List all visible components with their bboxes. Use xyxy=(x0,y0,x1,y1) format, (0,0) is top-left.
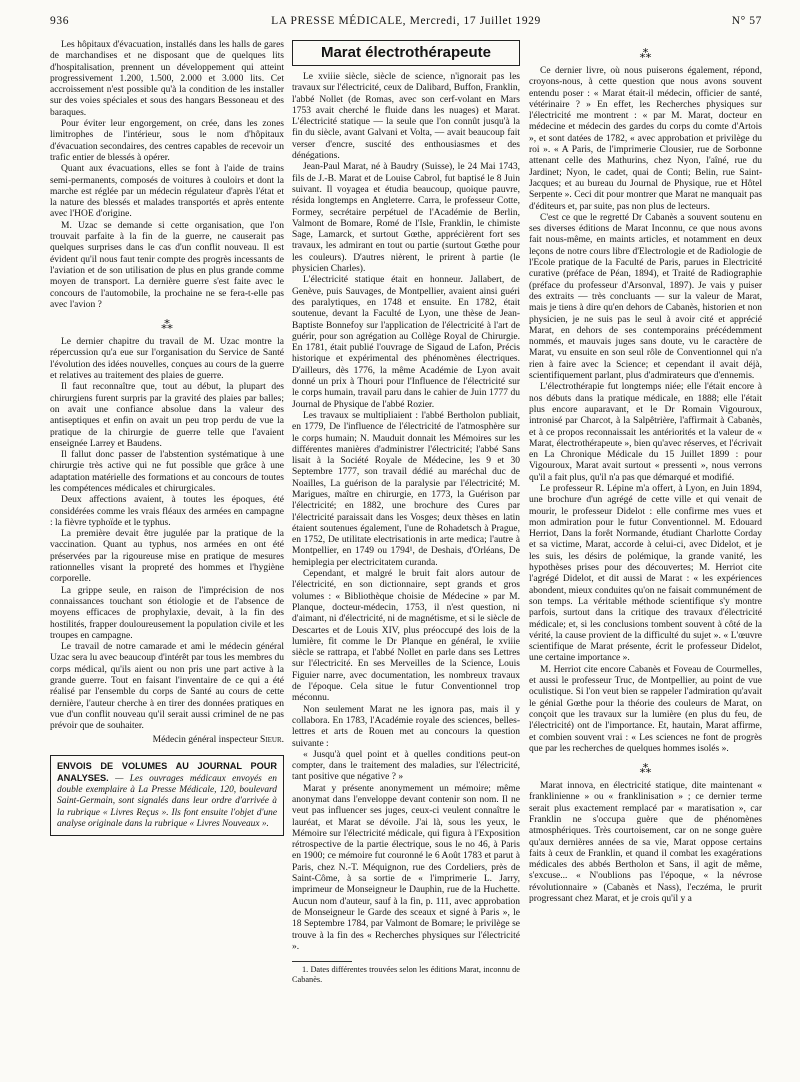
paragraph: C'est ce que le regretté Dr Cabanès a souvent soutenu en ses diverses éditions de Marat Inconnu, ce que nous avons fait nous-même, en maints articles, et notamment en deux leçons de notre cours libre d'Electrologie et de Radiologie de l'Ecole pratique de la Faculté de Paris, parues in Electricité curative (préface de Péan, 1894), et Traité de Radiographie (préface du professeur d'Arsonval, 1897). Je vais y puiser des extraits — très concluants — sur la valeur de Marat, mais je tiens à dire qu'en dehors de Cabanès, historien et non physicien, je ne suis pas le seul à avoir cité et apprécié Marat, en dehors de ses contemporains précédemment nommés, et mauvais juges sans doute, vu le caractère de Marat, vu ensuite en son seul rôle de Conventionnel qui n'a rien à faire avec la Science; et cependant il avait déjà, scientifiquement parlant, plus d'admirateurs que d'ennemis. xyxy=(529,212,762,382)
page-number: 936 xyxy=(50,15,70,27)
author-signature xyxy=(50,735,284,746)
paragraph: Les hôpitaux d'évacuation, installés dans les halls de gares de marchandises et ne disposant que de quelques lits d'hospitalisation, prennent un développement qui atteint progressivement 1.200, 1.500, 2.000 et 3.000 lits. Cet accroissement n'est possible qu'à la condition de les installer sur des voies spéciales et sous des hangars Bessoneau et des baraques. xyxy=(50,40,284,118)
paragraph: Marat innova, en électricité statique, dite maintenant « franklinienne » ou « franklinisation » ; ce dernier terme serait plus exactement remplacé par « maratisation », car Franklin ne s'occupa guère que de phénomènes atmosphériques. Très courtoisement, car on ne songe guère qu'aux dernières années de sa vie, Marat oppose certains faits à ceux de Franklin, et quand il combat les exagérations médicales des abbés Bertholon et Sans, il agit de même, s'excuse... « N'oublions pas l'époque, « la névrose révolutionnaire » (Cabanès et Nass), l'eczéma, le prurit progressant chez Marat, et je crois qu'il y a xyxy=(529,781,762,905)
page-header xyxy=(50,15,762,31)
footnote: 1. Dates différentes trouvées selon les éditions Marat, inconnu de Cabanès. xyxy=(292,965,520,985)
paragraph: Cependant, et malgré le bruit fait alors autour de l'électricité, en son dictionnaire, sept grands et gros volumes : « Bibliothèque choisie de Médecine » par M. Planque, docteur-médecin, 1753, il n'est question, ni d'aimant, ni d'électricité, ni de magnétisme, et si le siècle de Descartes et de Louis XIV, plus préoccupé des lois de la lumière, fit comme le Dr Planque en général, le xviiie siècle se rattrapa, et l'abbé Nollet en parle dans ses Lettres sur l'électricité. En ses Merveilles de la Science, Louis Figuier narre, avec documentation, les nombreux travaux de l'époque. Cela situe le futur Conventionnel trop méconnu. xyxy=(292,569,520,704)
footnote-rule xyxy=(292,961,352,962)
paragraph: Il fallut donc passer de l'abstention systématique à une chirurgie très active qui ne fut possible que grâce à une adaptation matérielle des formations et au concours de toutes les compétences médicales et chirurgicales. xyxy=(50,450,284,494)
paragraph: Ce dernier livre, où nous puiserons également, répond, croyons-nous, à cette question que nous avons souvent entendu poser : « Marat était-il médecin, officier de santé, vétérinaire ? » En effet, les Recherches physiques sur l'électricité me montrent : « par M. Marat, docteur en médecine et médecin des gardes du corps du comte d'Artois », et sont datées de 1782, « avec approbation et privilège du roi ». « A Paris, de l'imprimerie Clousier, rue de Sorbonne attenant celle des Mathurins, chez Nyon, l'aîné, rue du Jardinet; Nyon, le cadet, quai de Conti; Belin, rue Saint-Jacques; et au bureau du Journal de Physique, rue et Hôtel Serpente ». Ceci dit pour montrer que Marat ne manquait pas d'éditeurs et, par suite, pas non plus de lecteurs. xyxy=(529,66,762,212)
notice-heading: ENVOIS DE VOLUMES AU JOURNAL POUR ANALYSES. xyxy=(57,760,277,784)
article-title: Marat électrothérapeute xyxy=(292,40,520,66)
column-middle xyxy=(292,40,520,1074)
section-separator: ⁂ xyxy=(639,762,652,777)
paragraph: Le travail de notre camarade et ami le médecin général Uzac sera lu avec beaucoup d'intérêt par tous les membres du corps médical, qu'ils aient ou non pris une part active à la grande guerre. Tout en faisant l'inventaire de ce qui a été réalisé par l'ensemble du corps de Santé au cours de cette dernière, l'auteur cherche à en tirer des données pratiques en vue d'un conflit nouveau qu'il serait aussi criminel de ne pas prévoir que de souhaiter. xyxy=(50,642,284,732)
section-separator: ⁂ xyxy=(161,318,173,333)
issue-number: N° 57 xyxy=(731,15,762,27)
paragraph: Quant aux évacuations, elles se font à l'aide de trains semi-permanents, composés de voitures à couloirs et dont la marche est réglée par un médecin régulateur d'après l'état et la nature des blessés et malades transportés et après entente avec l'HOE d'origine. xyxy=(50,164,284,220)
paragraph: Le xviiie siècle, siècle de science, n'ignorait pas les travaux sur l'électricité, ceux de Dalibard, Buffon, Franklin, l'abbé Nollet (de Romas, avec son cerf-volant en Mars 1753 avait cherché le fluide dans les nuages) et Marat. L'électricité statique — la seule que l'on connût jusqu'à la fin du siècle, avant Galvani et Volta, — avait beaucoup fait verser d'encre, suscité des enthousiasmes et des dénégations. xyxy=(292,72,520,162)
paragraph: Il faut reconnaître que, tout au début, la plupart des chirurgiens furent surpris par la gravité des plaies par balles; on avait une confiance absolue dans la valeur des antiseptiques et enfin on avait un peu trop perdu de vue la pratique de la chirurgie de guerre telle que l'avaient enseignée Larrey et Baudens. xyxy=(50,382,284,449)
paragraph: Non seulement Marat ne les ignora pas, mais il y collabora. En 1783, l'Académie royale des sciences, belles-lettres et arts de Rouen met au concours la question suivante : xyxy=(292,704,520,749)
paragraph: Le professeur R. Lépine m'a offert, à Lyon, en Juin 1894, une brochure d'un agrégé de cette ville et qui venait de mourir, le professeur Didelot : elle confirme mes vues et mon admiration pour le futur Conventionnel. M. Edouard Herriot, Dans la forêt Normande, étudiant Charlotte Corday et sa victime, Marat, accorde à celui-ci, avec Didelot, et je les suis, les désirs de polémique, la grande vanité, les hypothèses prises pour des découvertes; M. Herriot cite l'agrégé Didelot, et dit aussi de Marat : « les expériences abondent, mieux conduites qu'on ne faisait communément de son temps. La véritable méthode scientifique s'y montre parfois, surtout dans la critique des travaux d'électricité médicale; et, si les conclusions tombent souvent à côté de la vérité, la cause provient de la difficulté du sujet ». « L'œuvre scientifique de Marat présente, écrit le professeur Didelot, une certaine importance ». xyxy=(529,483,762,664)
paragraph: L'électricité statique était en honneur. Jallabert, de Genève, puis Sauvages, de Montpellier, avaient ainsi guéri des paralytiques, en 1748 et ensuite. En 1782, était soutenue, devant la Faculté de Lyon, une thèse de Jean-Baptiste Bonnefoy sur l'application de l'électricité à l'art de guérir, pour son agrégation au Collège Royal de Chirurgie. En 1781, était publié l'ouvrage de Sigaud de Lafon, Précis historique et expérimental des phénomènes électriques. D'ailleurs, dès 1776, la même Académie de Lyon avait donné un prix à Thouri pour l'Influence de l'électricité sur le corps humain, travail paru dans le cahier de Juin 1777 du Journal de Physique de l'abbé Rozier. xyxy=(292,275,520,410)
notice-box xyxy=(50,755,284,836)
column-right xyxy=(529,40,762,1074)
paragraph: « Jusqu'à quel point et à quelles conditions peut-on compter, dans le traitement des maladies, sur l'électricité, tant positive que négative ? » xyxy=(292,749,520,783)
signature-rank: Médecin général inspecteur xyxy=(152,734,258,745)
paragraph: La grippe seule, en raison de l'imprécision de nos connaissances touchant son étiologie et de l'absence de moyens efficaces de prophylaxie, devait, à la fin des hostilités, frapper douloureusement la population civile et les troupes en campagne. xyxy=(50,585,284,641)
paragraph: L'électrothérapie fut longtemps niée; elle l'était encore à nos débuts dans la pratique médicale, en 1888; elle l'était plus encore auparavant, et le Dr Romain Vigouroux, intronisé par Charcot, à la Salpêtrière, l'affirmait à Cabanès, et à ce propos reconnaissait les antériorités et la valeur de « Marat, électrothérapeute », bien qu'avec réserves, et l'écrivait en La Chronique Médicale du 15 Juillet 1899 : pour Vigouroux, Marat avait surtout « pressenti », nous verrons qu'il a fait plus, qu'il n'a pas que démarqué et modifié. xyxy=(529,382,762,483)
paragraph: Marat y présente anonymement un mémoire; même anonymat dans l'enveloppe devant contenir son nom. Il ne veut pas influencer ses juges, ceux-ci veulent connaître le lauréat, et Marat se dévoile. J'ai là, sous les yeux, le Mémoire sur l'électricité médicale, qui figura à l'Exposition rétrospective de la partie électrique, sous le no 46, à Paris en 1900; ce mémoire fut couronné le 6 Août 1783 et parut à Paris, chez N.-T. Méquignon, rue des Cordeliers, près de Saint-Côme, à sa sortie de « l'imprimerie L. Jarry, imprimeur de Monseigneur le Dauphin, rue de la Huchette. Aucun nom d'auteur, sauf à la fin, p. 111, avec approbation de Monseigneur le Garde des sceaux et signé à Paris », le 18 Septembre 1784, par Valmont de Bomare; le privilège se trouve à la fin des « Recherches physiques sur l'électricité ». xyxy=(292,783,520,952)
paragraph: M. Uzac se demande si cette organisation, que l'on trouvait parfaite à la fin de la guerre, ne causerait pas quelques surprises dans le cas d'un conflit nouveau. Il est évident qu'il nous faut tenir compte des progrès incessants de l'aviation et de son utilisation de plus en plus grande comme moyen de transport. La dernière guerre s'est faite avec le concours de l'automobile, la prochaine ne se fera-t-elle pas avec l'avion ? xyxy=(50,220,284,310)
notice-text: — Les ouvrages médicaux envoyés en double exemplaire à La Presse Médicale, 120, boulevard Saint-Germain, sont signalés dans leur ordre d'arrivée à la rubrique « Livres Reçus ». Ils font ensuite l'objet d'une analyse originale dans la rubrique « Livres Nouveaux ». xyxy=(57,774,277,829)
paragraph: Pour éviter leur engorgement, on crée, dans les zones limitrophes de l'intérieur, sous le nom d'hôpitaux d'évacuation secondaires, des centres capables de recevoir un trafic entier de blessés à opérer. xyxy=(50,119,284,163)
journal-title: LA PRESSE MÉDICALE, Mercredi, 17 Juillet 1929 xyxy=(271,15,541,27)
paragraph: M. Herriot cite encore Cabanès et Foveau de Courmelles, et aussi le professeur Truc, de Montpellier, au point de vue oculistique. Si l'on veut bien se rappeler l'admiration qu'avait le génial Gœthe pour la théorie des couleurs de Marat, on conçoit que les travaux sur la lumière (en plus du feu, de l'électricité) ont de l'importance. Et, hautain, Marat affirme, et combien souvent vrai : « Les sciences ne font de progrès que par les recherches de quelques hommes isolés ». xyxy=(529,664,762,754)
paragraph: Les travaux se multipliaient : l'abbé Bertholon publiait, en 1779, De l'influence de l'électricité de l'atmosphère sur le corps humain; N. Mauduit donnait les Mémoires sur les différentes manières d'administrer l'électricité; l'abbé Sans lisait à la Société Royale de Médecine, les 9 et 30 Septembre 1777, son travail dédié au maréchal duc de Noailles, La guérison de la paralysie par l'électricité; M. Marigues, maître en chirurgie, en 1773, la Guérison par l'électricité; en 1882, une brochure des Cures par l'électricité paraissait dans les Vosges; deux thèses en latin étaient soutenues également, l'une de Rohadetsch à Prague, en 1752, De utilitate electrisationis in arte medica; l'autre à Montpellier, en 1749 ou 1794¹, de Deshais, d'Orléans, De hemiplegia per electricitatem curanda. xyxy=(292,410,520,568)
signature-name: Sieur. xyxy=(260,734,284,745)
paragraph: Le dernier chapitre du travail de M. Uzac montre la répercussion qu'a eue sur l'organisation du Service de Santé l'évolution des idées nouvelles, conçues au cours de la guerre et relatives au traitement des plaies de guerre. xyxy=(50,337,284,382)
paragraph: Deux affections avaient, à toutes les époques, été considérées comme les vrais fléaux des armées en campagne : la fièvre typhoïde et le typhus. xyxy=(50,495,284,528)
column-left xyxy=(50,40,284,1074)
paragraph: Jean-Paul Marat, né à Baudry (Suisse), le 24 Mai 1743, fils de J.-B. Marat et de Louise Cabrol, fut baptisé le 8 Juin suivant. Il voyagea et étudia beaucoup, quoique pauvre, résida longtemps en Angleterre. Carra, le professeur Cotte, Formey, secrétaire perpétuel de l'Académie de Berlin, Valmont de Bomare, Romé de l'Isle, Franklin, le chimiste Sage, Lamarck, et surtout Gœthe, apprécièrent fort ses travaux, les admirant en tout ou partie (surtout Gœthe pour les couleurs). D'autres nièrent, le prirent à partie (le physicien Charles). xyxy=(292,162,520,275)
paragraph: La première devait être jugulée par la pratique de la vaccination. Quant au typhus, nos armées en ont été préservées par la rigoureuse mise en pratique de mesures rationnelles visant la propreté des hommes et l'hygiène corporelle. xyxy=(50,529,284,585)
section-separator: ⁂ xyxy=(639,47,652,61)
